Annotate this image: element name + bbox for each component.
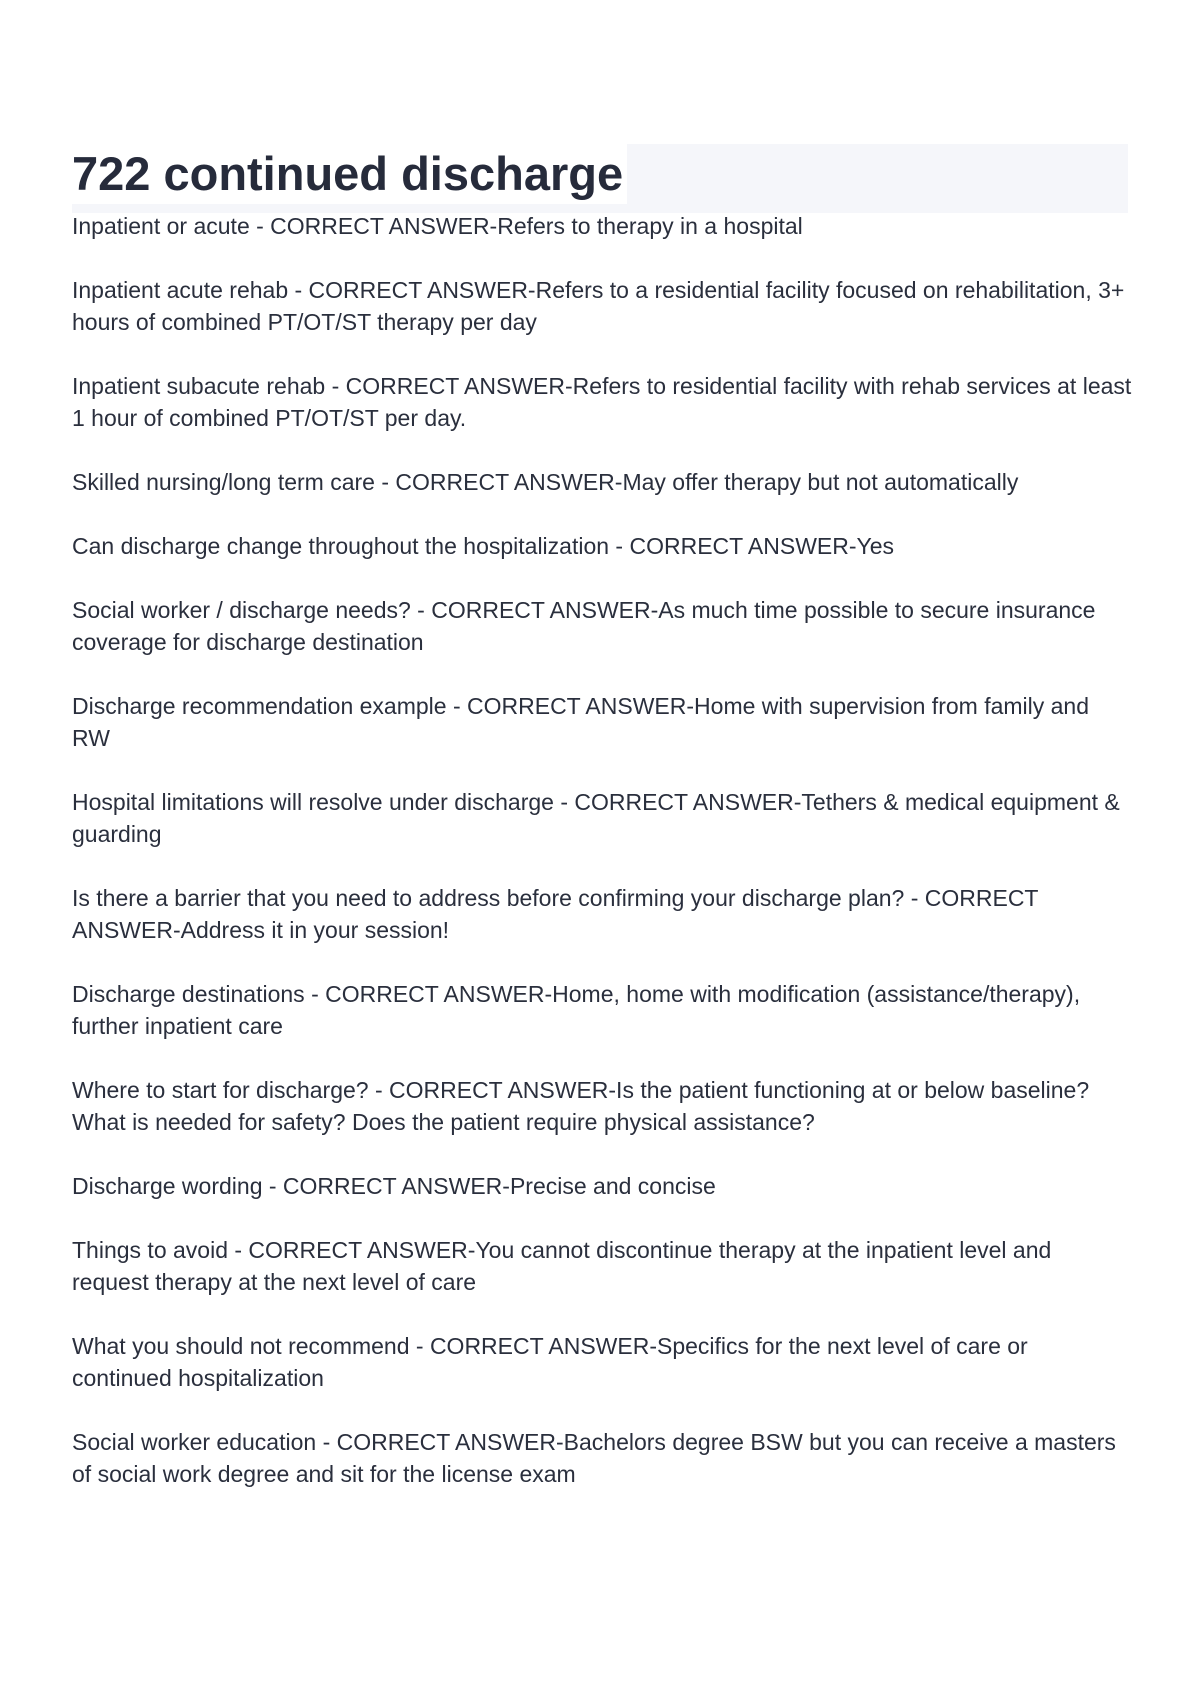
qa-item-not-recommend: What you should not recommend - CORRECT ANSWER-Specifics for the next level of care or continued hospitalization	[72, 1333, 1028, 1391]
qa-item-where-to-start: Where to start for discharge? - CORRECT ANSWER-Is the patient functioning at or below baseline? What is needed for safety? Does the patient require physical assistance?	[72, 1077, 1090, 1135]
qa-item-social-worker-education: Social worker education - CORRECT ANSWER-Bachelors degree BSW but you can receive a masters of social work degree and sit for the license exam	[72, 1429, 1116, 1487]
qa-item-inpatient-subacute-rehab: Inpatient subacute rehab - CORRECT ANSWER-Refers to residential facility with rehab services at least 1 hour of combined PT/OT/ST per day.	[72, 373, 1132, 431]
qa-item-inpatient-acute: Inpatient or acute - CORRECT ANSWER-Refers to therapy in a hospital	[72, 213, 803, 239]
qa-item-discharge-change: Can discharge change throughout the hospitalization - CORRECT ANSWER-Yes	[72, 533, 895, 559]
qa-item-social-worker-needs: Social worker / discharge needs? - CORRECT ANSWER-As much time possible to secure insurance coverage for discharge destination	[72, 597, 1096, 655]
qa-item-barrier: Is there a barrier that you need to address before confirming your discharge plan? - CORRECT ANSWER-Address it in your session!	[72, 885, 1039, 943]
page-title: 722 continued discharge	[72, 144, 627, 204]
qa-item-discharge-destinations: Discharge destinations - CORRECT ANSWER-Home, home with modification (assistance/therapy), further inpatient care	[72, 981, 1081, 1039]
qa-item-hospital-limitations: Hospital limitations will resolve under discharge - CORRECT ANSWER-Tethers & medical equipment & guarding	[72, 789, 1120, 847]
qa-item-recommendation-example: Discharge recommendation example - CORRECT ANSWER-Home with supervision from family and RW	[72, 693, 1090, 751]
qa-item-things-to-avoid: Things to avoid - CORRECT ANSWER-You cannot discontinue therapy at the inpatient level and request therapy at the next level of care	[72, 1237, 1052, 1295]
qa-list	[72, 210, 1132, 1490]
qa-item-skilled-nursing: Skilled nursing/long term care - CORRECT ANSWER-May offer therapy but not automatically	[72, 469, 1019, 495]
qa-item-discharge-wording: Discharge wording - CORRECT ANSWER-Precise and concise	[72, 1173, 716, 1199]
qa-item-inpatient-acute-rehab: Inpatient acute rehab - CORRECT ANSWER-Refers to a residential facility focused on rehabilitation, 3+ hours of combined PT/OT/ST therapy per day	[72, 277, 1125, 335]
